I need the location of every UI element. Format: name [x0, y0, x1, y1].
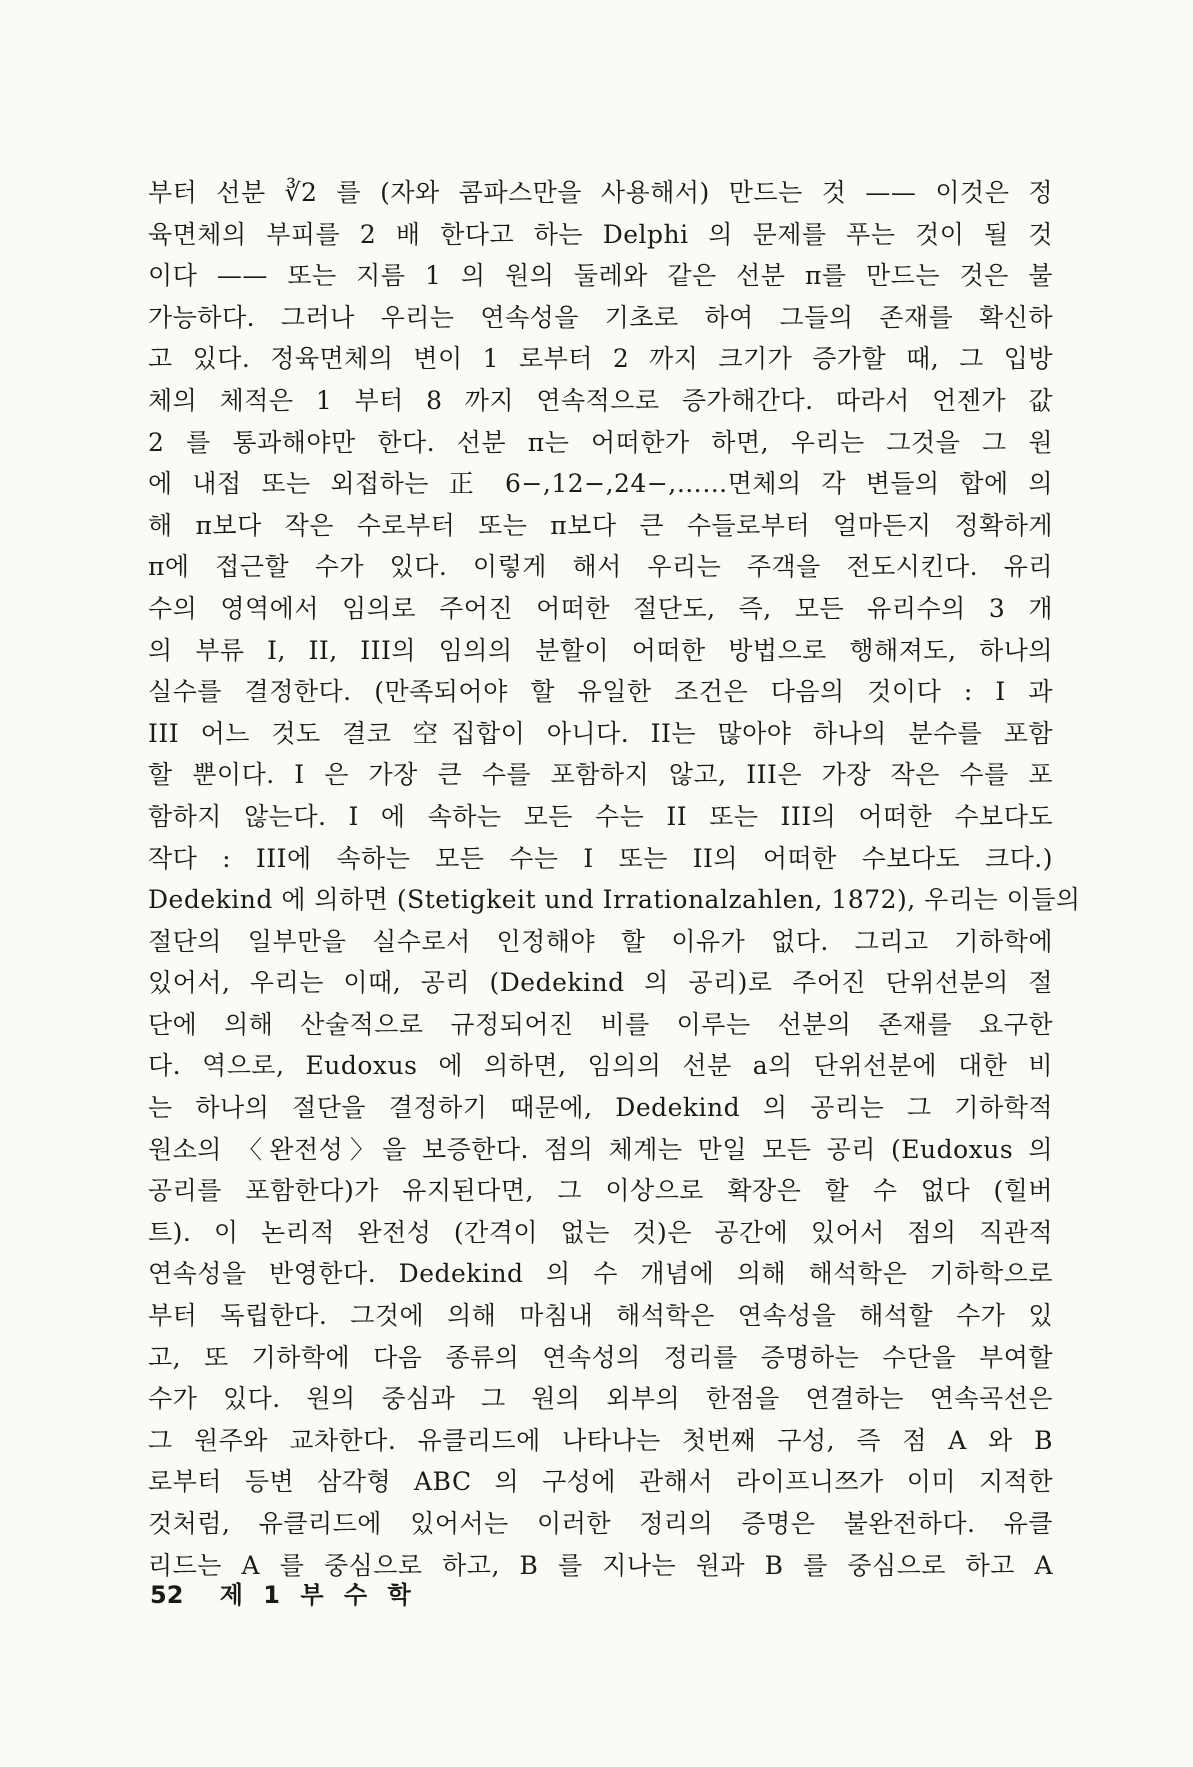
running-title: 제 1 부 수 학: [219, 1581, 417, 1609]
text-line: 작다 : III에 속하는 모든 수는 I 또는 II의 어떠한 수보다도 크다.): [148, 843, 1053, 873]
text-line: 공리를 포함한다)가 유지된다면, 그 이상으로 확장은 할 수 없다 (힐버: [148, 1176, 1053, 1206]
text-line: 이다 —— 또는 지름 1 의 원의 둘레와 같은 선분 π를 만드는 것은 불: [148, 261, 1053, 291]
text-line: 실수를 결정한다. (만족되어야 할 유일한 조건은 다음의 것이다 : I 과: [148, 677, 1053, 707]
text-line: 단에 의해 산술적으로 규정되어진 비를 이루는 선분의 존재를 요구한: [148, 1009, 1053, 1039]
page-number: 52: [150, 1581, 184, 1609]
text-line: 육면체의 부피를 2 배 한다고 하는 Delphi 의 문제를 푸는 것이 될 것: [148, 219, 1053, 249]
text-line: Dedekind 에 의하면 (Stetigkeit und Irrationalzahlen, 1872), 우리는 이들의: [148, 885, 1081, 915]
text-line: 있어서, 우리는 이때, 공리 (Dedekind 의 공리)로 주어진 단위선분의 절: [148, 968, 1053, 998]
text-line: 해 π보다 작은 수로부터 또는 π보다 큰 수들로부터 얼마든지 정확하게: [148, 510, 1053, 540]
text-line: 고, 또 기하학에 다음 종류의 연속성의 정리를 증명하는 수단을 부여할: [148, 1342, 1053, 1372]
text-line: 2 를 통과해야만 한다. 선분 π는 어떠한가 하면, 우리는 그것을 그 원: [148, 427, 1053, 457]
text-line: 원소의 〈완전성〉을 보증한다. 점의 체계는 만일 모든 공리 (Eudoxus 의: [148, 1134, 1053, 1164]
text-line: 의 부류 I, II, III의 임의의 분할이 어떠한 방법으로 행해져도, 하나의: [148, 635, 1053, 665]
text-line: 수의 영역에서 임의로 주어진 어떠한 절단도, 즉, 모든 유리수의 3 개: [148, 593, 1053, 623]
text-line: π에 접근할 수가 있다. 이렇게 해서 우리는 주객을 전도시킨다. 유리: [148, 552, 1053, 582]
text-line: 로부터 등변 삼각형 ABC 의 구성에 관해서 라이프니쯔가 이미 지적한: [148, 1467, 1053, 1497]
text-line: 연속성을 반영한다. Dedekind 의 수 개념에 의해 해석학은 기하학으로: [148, 1259, 1053, 1289]
text-line: III 어느 것도 결코 空집합이 아니다. II는 많아야 하나의 분수를 포함: [148, 718, 1053, 748]
text-line: 부터 선분 ∛2 를 (자와 콤파스만을 사용해서) 만드는 것 —— 이것은 정: [148, 178, 1053, 207]
text-line: 절단의 일부만을 실수로서 인정해야 할 이유가 없다. 그리고 기하학에: [148, 926, 1053, 956]
text-line: 수가 있다. 원의 중심과 그 원의 외부의 한점을 연결하는 연속곡선은: [148, 1384, 1053, 1414]
text-line: 트). 이 논리적 완전성 (간격이 없는 것)은 공간에 있어서 점의 직관적: [148, 1217, 1053, 1247]
text-line: 부터 독립한다. 그것에 의해 마침내 해석학은 연속성을 해석할 수가 있: [148, 1301, 1053, 1331]
text-line: 리드는 A 를 중심으로 하고, B 를 지나는 원과 B 를 중심으로 하고 A: [148, 1550, 1053, 1580]
text-line: 것처럼, 유클리드에 있어서는 이러한 정리의 증명은 불완전하다. 유클: [148, 1509, 1053, 1538]
text-line: 가능하다. 그러나 우리는 연속성을 기초로 하여 그들의 존재를 확신하: [148, 302, 1053, 332]
page-footer: [150, 1575, 417, 1610]
text-line: 할 뿐이다. I 은 가장 큰 수를 포함하지 않고, III은 가장 작은 수를 포: [148, 760, 1053, 790]
text-line: 는 하나의 절단을 결정하기 때문에, Dedekind 의 공리는 그 기하학적: [148, 1093, 1053, 1123]
text-line: 그 원주와 교차한다. 유클리드에 나타나는 첫번째 구성, 즉 점 A 와 B: [148, 1425, 1053, 1455]
text-line: 체의 체적은 1 부터 8 까지 연속적으로 증가해간다. 따라서 언젠가 값: [148, 385, 1053, 415]
page-body: [148, 172, 1081, 1586]
text-line: 다. 역으로, Eudoxus 에 의하면, 임의의 선분 a의 단위선분에 대한 비: [148, 1051, 1053, 1081]
text-line: 함하지 않는다. I 에 속하는 모든 수는 II 또는 III의 어떠한 수보다도: [148, 801, 1053, 831]
text-line: 고 있다. 정육면체의 변이 1 로부터 2 까지 크기가 증가할 때, 그 입방: [148, 344, 1053, 374]
text-line: 에 내접 또는 외접하는 正 6−,12−,24−,……면체의 각 변들의 합에 의: [148, 469, 1053, 499]
